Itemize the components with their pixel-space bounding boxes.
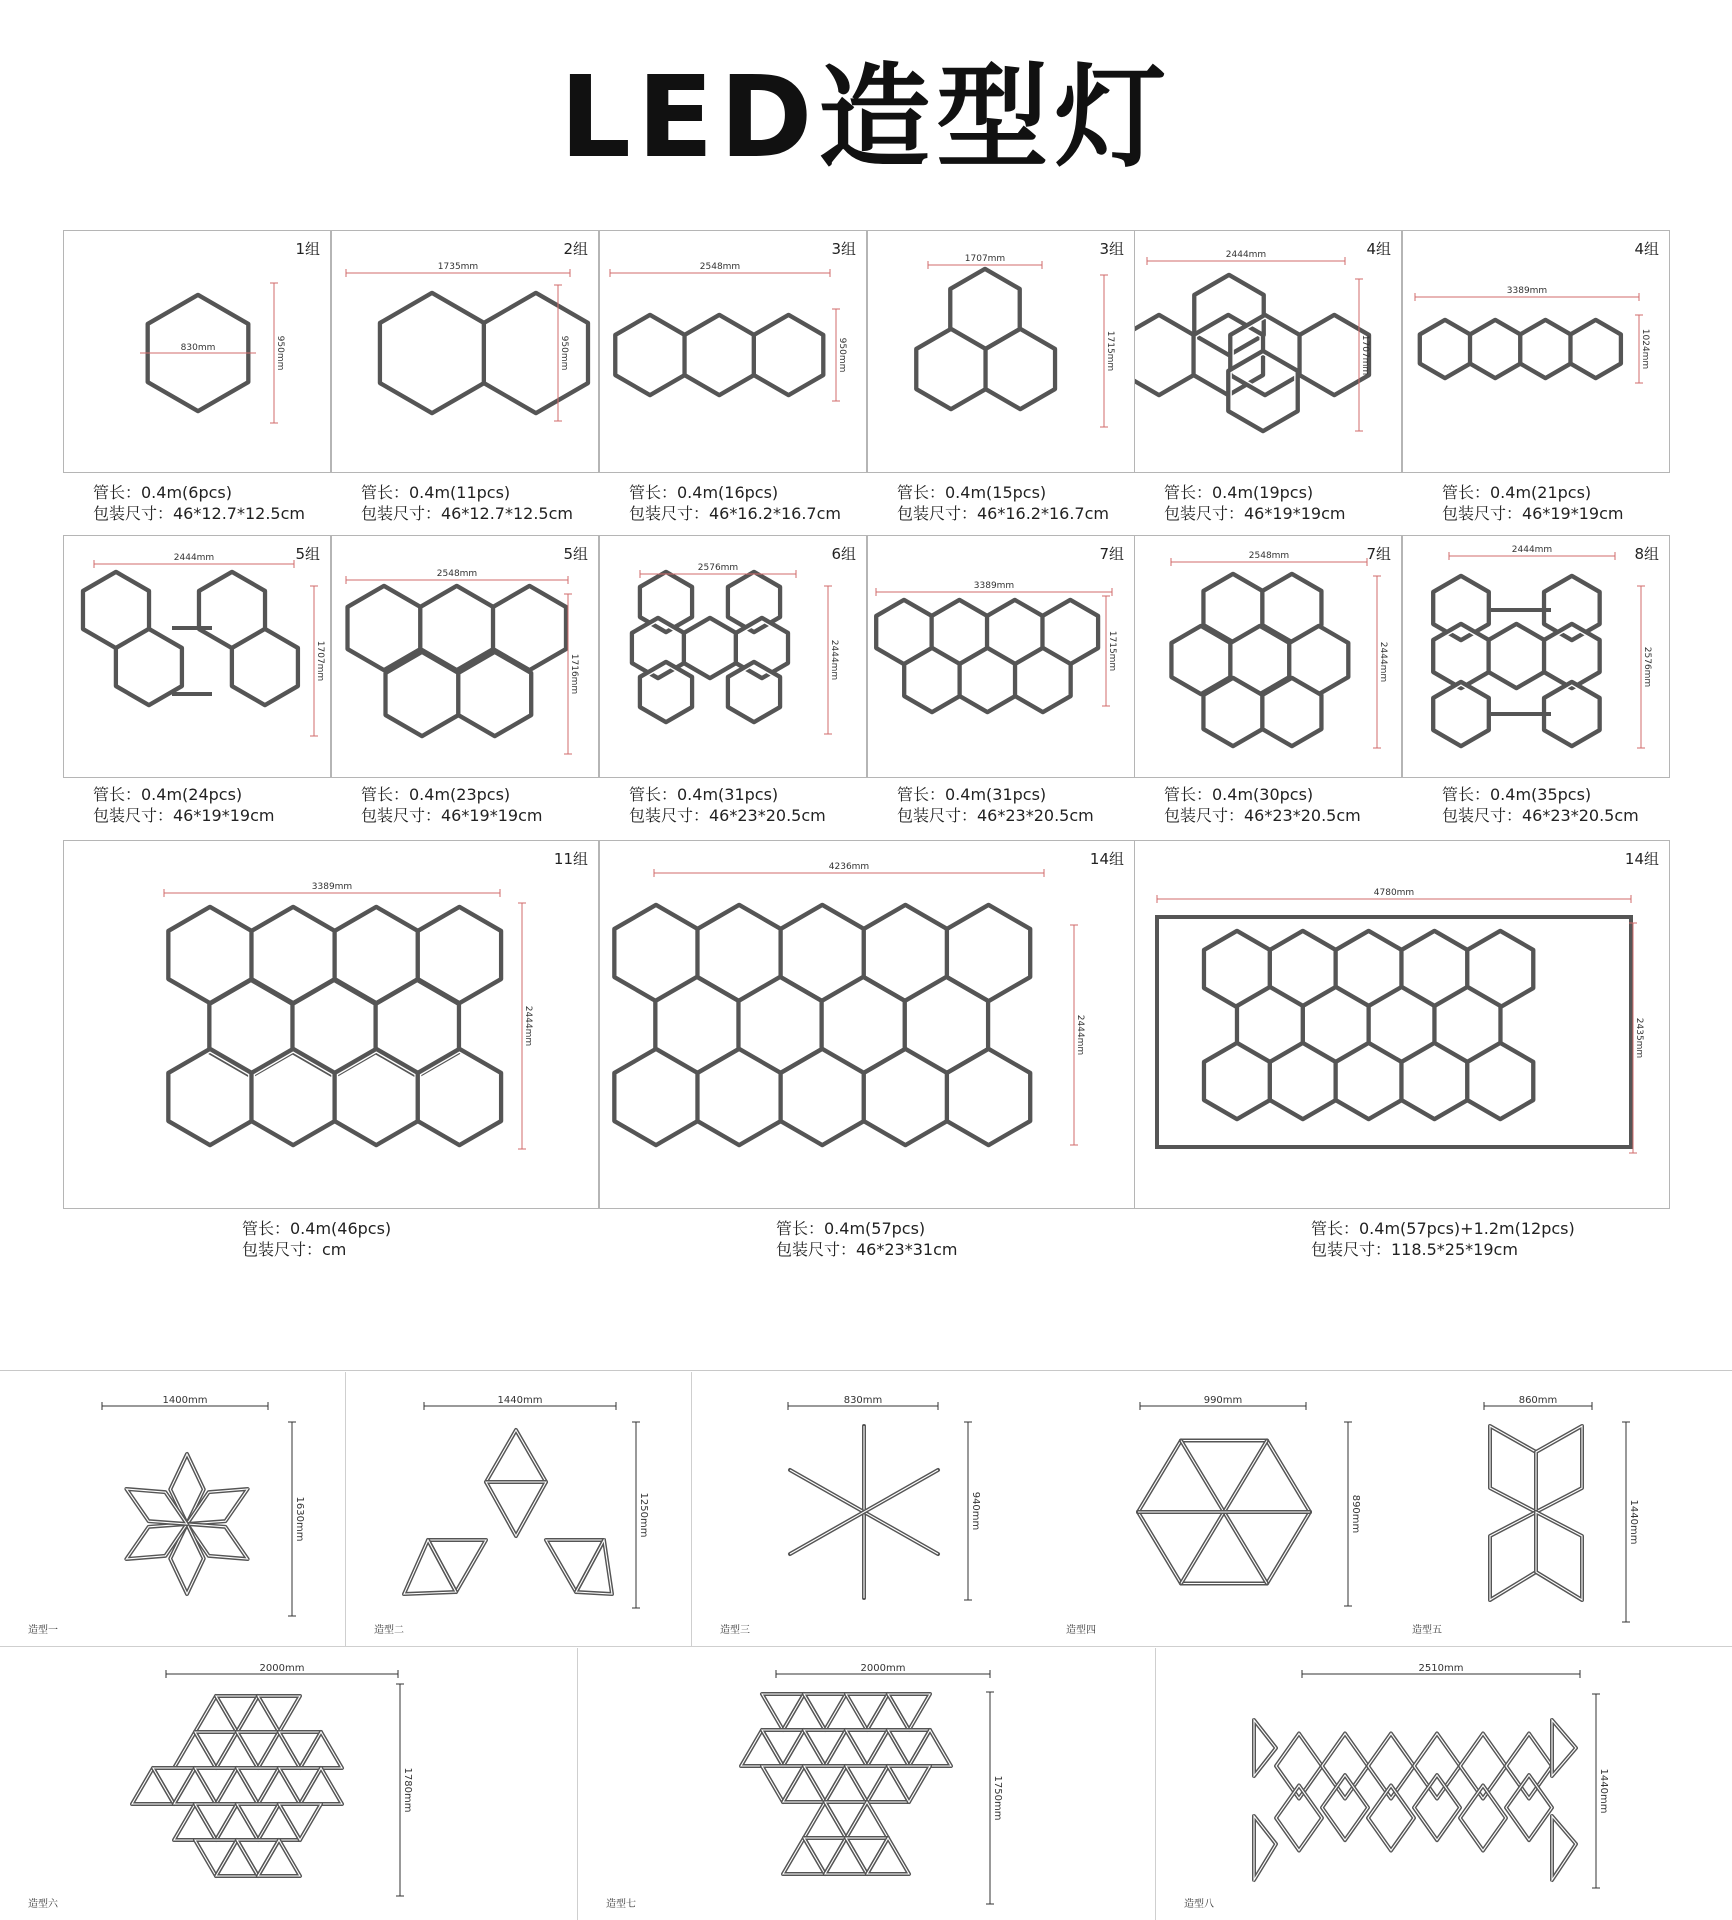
hexagon-frame <box>1270 1043 1336 1119</box>
triangle-frame <box>216 1696 258 1732</box>
width-dimension: 2548mm <box>699 262 741 272</box>
shape-row-divider <box>0 1646 1732 1647</box>
triangle-frame <box>825 1730 867 1766</box>
triangle-frame <box>195 1696 237 1732</box>
diagram-cell <box>599 840 1135 1209</box>
spec-block <box>361 784 542 826</box>
page-title: LED造型灯 <box>559 53 1173 183</box>
triangle-frame <box>486 1430 546 1482</box>
triangle-frame <box>258 1768 300 1804</box>
hexagon-frame <box>781 1049 864 1145</box>
layout-diagram <box>64 231 332 474</box>
shape-diagram <box>1384 1372 1730 1646</box>
triangle-frame <box>216 1840 258 1876</box>
triangle-frame <box>428 1540 486 1592</box>
triangle-frame <box>762 1730 804 1766</box>
triangle-frame <box>216 1768 258 1804</box>
width-dimension: 830mm <box>843 1395 883 1406</box>
triangle-frame <box>783 1694 825 1730</box>
triangle-frame <box>804 1730 846 1766</box>
triangle-frame <box>216 1732 258 1768</box>
package-size: 包装尺寸：cm <box>242 1240 347 1259</box>
height-dimension: 1715mm <box>1107 630 1117 672</box>
hexagon-frame <box>916 329 985 409</box>
hexagon-frame <box>947 1049 1030 1145</box>
hexagon-frame <box>1520 320 1570 378</box>
layout-diagram <box>64 841 600 1210</box>
height-dimension: 1707mm <box>1360 334 1370 376</box>
shape-label: 造型五 <box>1412 1625 1442 1636</box>
width-dimension: 4236mm <box>828 862 870 872</box>
hexagon-frame <box>698 1049 781 1145</box>
triangle-frame <box>258 1696 300 1732</box>
triangle-frame <box>846 1802 888 1838</box>
hexagon-frame <box>1544 576 1599 640</box>
height-dimension: 1440mm <box>1628 1499 1639 1545</box>
triangle-frame <box>867 1838 909 1874</box>
triangle-frame <box>783 1730 825 1766</box>
spec-block <box>1164 784 1361 826</box>
shape-diagram <box>0 1648 578 1920</box>
group-label: 2组 <box>563 240 588 258</box>
width-dimension: 2444mm <box>173 553 215 563</box>
hexagon-frame <box>1204 678 1263 746</box>
height-dimension: 2444mm <box>1075 1014 1085 1056</box>
triangle-frame <box>237 1804 279 1840</box>
hexagon-frame <box>232 629 298 705</box>
diamond-frame <box>1506 1775 1552 1840</box>
width-dimension: 830mm <box>180 343 216 353</box>
tube-length: 管长：0.4m(16pcs) <box>629 483 779 502</box>
shape-diagram <box>692 1372 1038 1646</box>
layout-diagram <box>332 231 600 474</box>
triangle-frame <box>576 1540 612 1594</box>
triangle-frame <box>258 1732 300 1768</box>
spec-block <box>361 482 573 524</box>
triangle-frame <box>762 1694 804 1730</box>
hexagon-frame <box>1204 1043 1270 1119</box>
diagram-cell <box>867 535 1135 778</box>
width-dimension: 3389mm <box>973 581 1015 591</box>
hexagon-frame <box>1433 682 1488 746</box>
package-size: 包装尺寸：46*16.2*16.7cm <box>897 504 1109 523</box>
triangle-frame <box>279 1804 321 1840</box>
group-label: 14组 <box>1624 850 1659 868</box>
diagram-cell <box>63 535 331 778</box>
tube-length: 管长：0.4m(35pcs) <box>1442 785 1592 804</box>
height-dimension: 1780mm <box>402 1767 413 1813</box>
triangle-frame <box>888 1730 930 1766</box>
layout-diagram <box>1403 231 1671 474</box>
shape-diagram <box>1156 1648 1732 1920</box>
hexagon-frame <box>1470 320 1520 378</box>
hexagon-frame <box>376 980 459 1076</box>
shape-label: 造型六 <box>28 1899 58 1910</box>
height-dimension: 1440mm <box>1598 1768 1609 1814</box>
width-dimension: 3389mm <box>1506 286 1548 296</box>
height-dimension: 2444mm <box>829 639 839 681</box>
group-label: 1组 <box>295 240 320 258</box>
hexagon-frame <box>293 980 376 1076</box>
group-label: 3组 <box>831 240 856 258</box>
diagram-cell <box>867 230 1135 473</box>
tube-length: 管长：0.4m(23pcs) <box>361 785 511 804</box>
shape-label: 造型三 <box>720 1625 750 1636</box>
triangle-frame <box>237 1696 279 1732</box>
spec-block <box>1442 482 1623 524</box>
triangle-frame <box>237 1732 279 1768</box>
shape-cell <box>578 1648 1156 1920</box>
triangle-frame <box>258 1840 300 1876</box>
diagram-cell <box>331 535 599 778</box>
shape-label: 造型一 <box>28 1625 58 1636</box>
diagram-cell <box>1134 535 1402 778</box>
height-dimension: 2444mm <box>523 1005 533 1047</box>
triangle-frame <box>804 1766 846 1802</box>
height-dimension: 2576mm <box>1642 646 1652 688</box>
hexagon-frame <box>1571 320 1621 378</box>
diagram-cell <box>1134 840 1670 1209</box>
triangle-frame <box>846 1838 888 1874</box>
shape-label: 造型八 <box>1184 1899 1214 1910</box>
hexagon-frame <box>1544 624 1599 688</box>
group-label: 7组 <box>1099 545 1124 563</box>
triangle-frame <box>486 1482 546 1536</box>
spec-block <box>242 1218 391 1260</box>
triangle-frame <box>279 1732 321 1768</box>
tube-length: 管长：0.4m(15pcs) <box>897 483 1047 502</box>
width-dimension: 3389mm <box>311 882 353 892</box>
tube-length: 管长：0.4m(11pcs) <box>361 483 511 502</box>
package-size: 包装尺寸：46*12.7*12.5cm <box>361 504 573 523</box>
height-dimension: 2444mm <box>1378 641 1388 683</box>
group-label: 5组 <box>295 545 320 563</box>
spec-block <box>897 482 1109 524</box>
spec-block <box>1164 482 1345 524</box>
group-label: 4组 <box>1634 240 1659 258</box>
shape-diagram <box>0 1372 346 1646</box>
width-dimension: 860mm <box>1518 1395 1558 1406</box>
diamond-frame <box>170 1454 203 1524</box>
group-label: 3组 <box>1099 240 1124 258</box>
hexagon-frame <box>168 1049 251 1145</box>
diagram-cell <box>1402 535 1670 778</box>
section-divider <box>0 1370 1732 1371</box>
height-dimension: 1630mm <box>294 1496 305 1542</box>
hexagon-frame <box>685 315 754 395</box>
diamond-frame <box>1536 1512 1582 1600</box>
triangle-frame <box>825 1802 867 1838</box>
width-dimension: 1400mm <box>162 1395 208 1406</box>
spec-block <box>93 482 305 524</box>
layout-diagram <box>1135 841 1671 1210</box>
shape-cell <box>1156 1648 1732 1920</box>
width-dimension: 2000mm <box>259 1663 305 1674</box>
hexagon-frame <box>1489 624 1544 688</box>
triangle-frame <box>279 1768 321 1804</box>
triangle-frame <box>888 1766 930 1802</box>
triangle-frame <box>237 1840 279 1876</box>
diamond-frame <box>1552 1720 1576 1776</box>
tube-length: 管长：0.4m(24pcs) <box>93 785 243 804</box>
hexagon-frame <box>754 315 823 395</box>
layout-diagram <box>1403 536 1671 779</box>
triangle-frame <box>783 1766 825 1802</box>
hexagon-frame <box>684 618 736 678</box>
group-label: 8组 <box>1634 545 1659 563</box>
package-size: 包装尺寸：46*19*19cm <box>1442 504 1624 523</box>
triangle-frame <box>741 1730 783 1766</box>
package-size: 包装尺寸：46*12.7*12.5cm <box>93 504 305 523</box>
diamond-frame <box>1414 1775 1460 1840</box>
spec-block <box>1311 1218 1575 1260</box>
package-size: 包装尺寸：118.5*25*19cm <box>1311 1240 1518 1259</box>
height-dimension: 940mm <box>970 1491 981 1531</box>
shape-cell <box>692 1372 1038 1646</box>
package-size: 包装尺寸：46*23*20.5cm <box>1164 806 1361 825</box>
width-dimension: 1707mm <box>964 254 1006 264</box>
layout-diagram <box>332 536 600 779</box>
hexagon-frame <box>1467 1043 1533 1119</box>
package-size: 包装尺寸：46*16.2*16.7cm <box>629 504 841 523</box>
hexagon-frame <box>252 1049 335 1145</box>
hexagon-frame <box>1336 1043 1402 1119</box>
package-size: 包装尺寸：46*19*19cm <box>93 806 275 825</box>
triangle-frame <box>300 1768 342 1804</box>
package-size: 包装尺寸：46*23*20.5cm <box>897 806 1094 825</box>
spec-block <box>629 784 826 826</box>
height-dimension: 950mm <box>275 335 285 371</box>
triangle-frame <box>174 1768 216 1804</box>
hexagon-frame <box>209 980 292 1076</box>
diamond-frame <box>1254 1816 1276 1880</box>
group-label: 6组 <box>831 545 856 563</box>
triangle-frame <box>258 1804 300 1840</box>
hexagon-frame <box>418 1049 501 1145</box>
layout-diagram <box>600 536 868 779</box>
diagram-cell <box>599 535 867 778</box>
group-label: 5组 <box>563 545 588 563</box>
spec-block <box>897 784 1094 826</box>
diagram-cell <box>1402 230 1670 473</box>
package-size: 包装尺寸：46*23*20.5cm <box>629 806 826 825</box>
height-dimension: 1715mm <box>1105 330 1115 372</box>
tube-length: 管长：0.4m(57pcs) <box>776 1219 926 1238</box>
spec-block <box>776 1218 957 1260</box>
triangle-frame <box>195 1840 237 1876</box>
triangle-frame <box>195 1732 237 1768</box>
tube-length: 管长：0.4m(46pcs) <box>242 1219 392 1238</box>
hexagon-frame <box>1015 648 1070 712</box>
layout-diagram <box>1135 231 1403 474</box>
hexagon-frame <box>615 315 684 395</box>
hexagon-frame <box>335 1049 418 1145</box>
layout-diagram <box>600 231 868 474</box>
diagram-cell <box>1134 230 1402 473</box>
diagram-cell <box>599 230 867 473</box>
height-dimension: 1707mm <box>315 640 325 682</box>
hexagon-frame <box>986 329 1055 409</box>
triangle-frame <box>783 1838 825 1874</box>
height-dimension: 1716mm <box>569 653 579 695</box>
diamond-frame <box>1414 1734 1460 1799</box>
diamond-frame <box>1506 1734 1552 1799</box>
triangle-frame <box>846 1730 888 1766</box>
triangle-frame <box>825 1766 867 1802</box>
spec-block <box>629 482 841 524</box>
triangle-frame <box>867 1730 909 1766</box>
shape-cell <box>346 1372 692 1646</box>
width-dimension: 2548mm <box>436 569 478 579</box>
shape-diagram <box>1038 1372 1384 1646</box>
triangle-frame <box>867 1694 909 1730</box>
width-dimension: 2444mm <box>1225 250 1267 260</box>
triangle-frame <box>804 1694 846 1730</box>
shape-cell <box>1384 1372 1730 1646</box>
tube-length: 管长：0.4m(21pcs) <box>1442 483 1592 502</box>
tube-length: 管长：0.4m(57pcs)+1.2m(12pcs) <box>1311 1219 1575 1238</box>
shape-diagram <box>346 1372 692 1646</box>
group-label: 11组 <box>553 850 588 868</box>
tube-length: 管长：0.4m(19pcs) <box>1164 483 1314 502</box>
height-dimension: 890mm <box>1350 1494 1361 1534</box>
triangle-frame <box>888 1694 930 1730</box>
package-size: 包装尺寸：46*23*20.5cm <box>1442 806 1639 825</box>
diamond-frame <box>1254 1720 1276 1776</box>
hexagon-frame <box>904 648 959 712</box>
triangle-frame <box>300 1732 342 1768</box>
width-dimension: 2510mm <box>1418 1663 1464 1674</box>
triangle-frame <box>132 1768 174 1804</box>
height-dimension: 1024mm <box>1640 328 1650 370</box>
hexagon-frame <box>1420 320 1470 378</box>
hexagon-frame <box>960 648 1015 712</box>
triangle-frame <box>546 1540 604 1592</box>
tube-length: 管长：0.4m(31pcs) <box>629 785 779 804</box>
height-dimension: 950mm <box>559 335 569 371</box>
triangle-frame <box>153 1768 195 1804</box>
diamond-frame <box>170 1524 203 1594</box>
hexagon-frame <box>386 652 459 736</box>
layout-diagram <box>1135 536 1403 779</box>
hexagon-frame <box>614 1049 697 1145</box>
hexagon-frame <box>380 293 484 413</box>
hexagon-frame <box>484 293 588 413</box>
shape-cell <box>0 1372 346 1646</box>
package-size: 包装尺寸：46*19*19cm <box>1164 504 1346 523</box>
width-dimension: 2548mm <box>1248 551 1290 561</box>
triangle-frame <box>174 1804 216 1840</box>
layout-diagram <box>600 841 1136 1210</box>
height-dimension: 1750mm <box>992 1775 1003 1821</box>
width-dimension: 1440mm <box>497 1395 543 1406</box>
shape-label: 造型四 <box>1066 1625 1096 1636</box>
diamond-frame <box>1322 1734 1368 1799</box>
triangle-frame <box>867 1766 909 1802</box>
package-size: 包装尺寸：46*19*19cm <box>361 806 543 825</box>
shape-label: 造型七 <box>606 1899 636 1910</box>
shape-diagram <box>578 1648 1156 1920</box>
triangle-frame <box>195 1768 237 1804</box>
spec-block <box>93 784 274 826</box>
group-label: 4组 <box>1366 240 1391 258</box>
tube-length: 管长：0.4m(31pcs) <box>897 785 1047 804</box>
width-dimension: 2444mm <box>1511 545 1553 555</box>
triangle-frame <box>804 1802 846 1838</box>
diamond-frame <box>1552 1816 1576 1880</box>
hexagon-frame <box>116 629 182 705</box>
height-dimension: 1250mm <box>638 1492 649 1538</box>
diamond-frame <box>1322 1775 1368 1840</box>
layout-diagram <box>868 231 1136 474</box>
group-label: 7组 <box>1366 545 1391 563</box>
group-label: 14组 <box>1089 850 1124 868</box>
hexagon-frame <box>1402 1043 1468 1119</box>
triangle-frame <box>909 1730 951 1766</box>
height-dimension: 950mm <box>837 337 847 373</box>
triangle-frame <box>216 1804 258 1840</box>
hexagon-frame <box>1544 682 1599 746</box>
width-dimension: 2576mm <box>697 563 739 573</box>
layout-diagram <box>64 536 332 779</box>
width-dimension: 990mm <box>1203 1395 1243 1406</box>
triangle-frame <box>762 1766 804 1802</box>
diamond-frame <box>1490 1512 1536 1600</box>
width-dimension: 4780mm <box>1373 888 1415 898</box>
triangle-frame <box>846 1766 888 1802</box>
shape-label: 造型二 <box>374 1625 404 1636</box>
diagram-cell <box>63 230 331 473</box>
triangle-frame <box>404 1540 456 1594</box>
triangle-frame <box>174 1732 216 1768</box>
diagram-cell <box>331 230 599 473</box>
triangle-frame <box>846 1694 888 1730</box>
hexagon-frame <box>1262 678 1321 746</box>
shape-cell <box>1038 1372 1384 1646</box>
hexagon-frame <box>458 652 531 736</box>
width-dimension: 1735mm <box>437 262 479 272</box>
hexagon-frame <box>1433 576 1488 640</box>
hexagon-frame <box>864 1049 947 1145</box>
layout-diagram <box>868 536 1136 779</box>
width-dimension: 2000mm <box>860 1663 906 1674</box>
package-size: 包装尺寸：46*23*31cm <box>776 1240 958 1259</box>
height-dimension: 2435mm <box>1634 1017 1644 1059</box>
triangle-frame <box>825 1838 867 1874</box>
spec-block <box>1442 784 1639 826</box>
tube-length: 管长：0.4m(6pcs) <box>93 483 232 502</box>
diagram-cell <box>63 840 599 1209</box>
tube-length: 管长：0.4m(30pcs) <box>1164 785 1314 804</box>
triangle-frame <box>804 1838 846 1874</box>
shape-cell <box>0 1648 578 1920</box>
hexagon-frame <box>1433 624 1488 688</box>
triangle-frame <box>195 1804 237 1840</box>
triangle-frame <box>237 1768 279 1804</box>
